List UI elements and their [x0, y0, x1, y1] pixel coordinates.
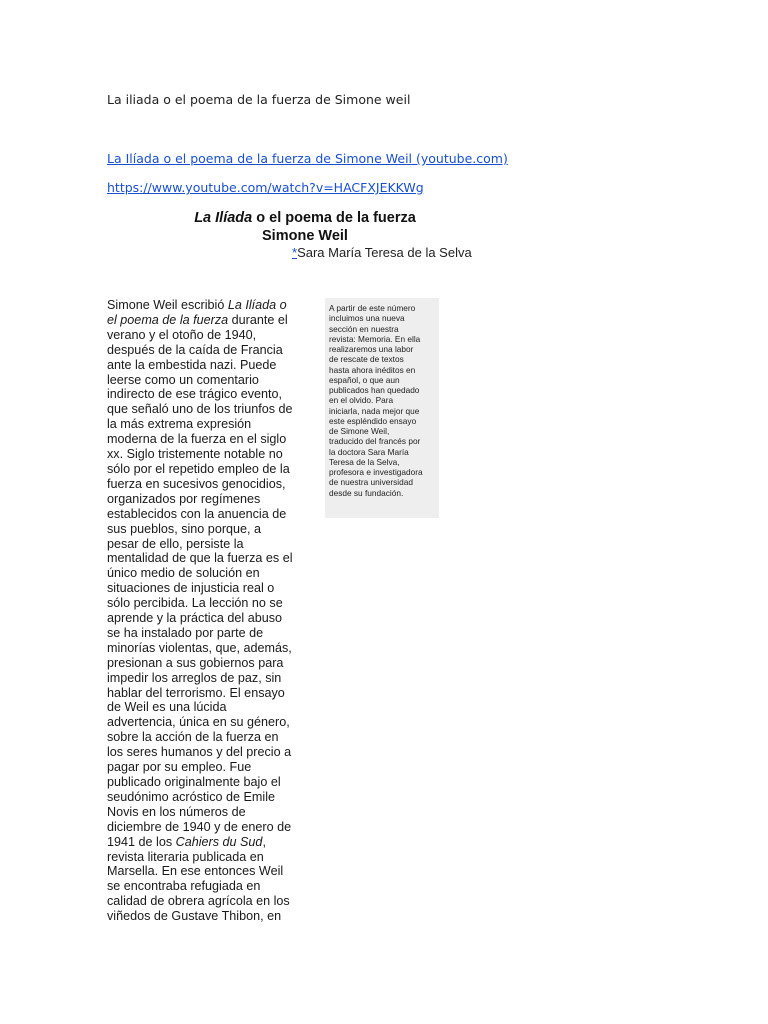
article-author-name: Simone Weil	[262, 228, 348, 244]
translator-line	[292, 245, 472, 260]
title-italic: La Ilíada	[194, 210, 253, 226]
article-title-line1	[150, 209, 460, 227]
footnote-marker-link[interactable]: *	[292, 245, 298, 260]
body-italic-cahiers: Cahiers du Sud	[175, 834, 263, 849]
body-italic-title: La Ilíada o el poema de la fuerza	[107, 298, 287, 327]
translator-name: Sara María Teresa de la Selva	[297, 245, 472, 260]
body-text-3: , revista literaria publicada en Marsella. En ese entonces Weil se encontraba refugiada en calidad de obrera agrícola en los viñedos de Gustave Thibon, en	[107, 834, 290, 924]
title-rest: o el poema de la fuerza	[252, 210, 416, 226]
sidebar-note-text: A partir de este número incluimos una nueva sección en nuestra revista: Memoria. En ella realizaremos una labor de rescate de textos hasta ahora inéditos en español, o que aun publicados han quedado en el olvido. Para iniciarla, nada mejor que este espléndido ensayo de Simone Weil, traducido del francés por la doctora Sara María Teresa de la Selva, profesora e investigadora de nuestra universidad desde su fundación.	[329, 303, 423, 498]
body-text-2: durante el verano y el otoño de 1940, después de la caída de Francia ante la embestida nazi. Puede leerse como un comentario indirecto de ese trágico evento, que señaló uno de los triunfos de la más extrema expresión moderna de la fuerza en el siglo xx. Siglo tristemente notable no sólo por el repetido empleo de la fuerza en sucesivos genocidios, organizados por regímenes establecidos con la anuencia de sus pueblos, sino porque, a pesar de ello, persiste la mentalidad de que la fuerza es el único medio de solución en situaciones de injusticia real o sólo percibida. La lección no se aprende y la práctica del abuso se ha instalado por parte de minorías violentas, que, además, presionan a sus gobiernos para impedir los arreglos de paz, sin hablar del terrorismo. El ensayo de Weil es una lúcida advertencia, única en su género, sobre la acción de la fuerza en los seres humanos y del precio a pagar por su empleo. Fue publicado originalmente bajo el seudónimo acróstico de Emile Novis en los números de diciembre de 1940 y de enero de 1941 de los	[107, 312, 293, 849]
youtube-url-link[interactable]: https://www.youtube.com/watch?v=HACFXJEKKWg	[107, 180, 424, 195]
article-title	[150, 209, 460, 245]
document-heading: La iliada o el poema de la fuerza de Simone weil	[107, 92, 411, 107]
article-body	[107, 298, 299, 924]
youtube-title-link[interactable]: La Ilíada o el poema de la fuerza de Simone Weil (youtube.com)	[107, 151, 508, 166]
sidebar-note-box	[325, 298, 439, 518]
body-text-1: Simone Weil escribió	[107, 298, 228, 312]
